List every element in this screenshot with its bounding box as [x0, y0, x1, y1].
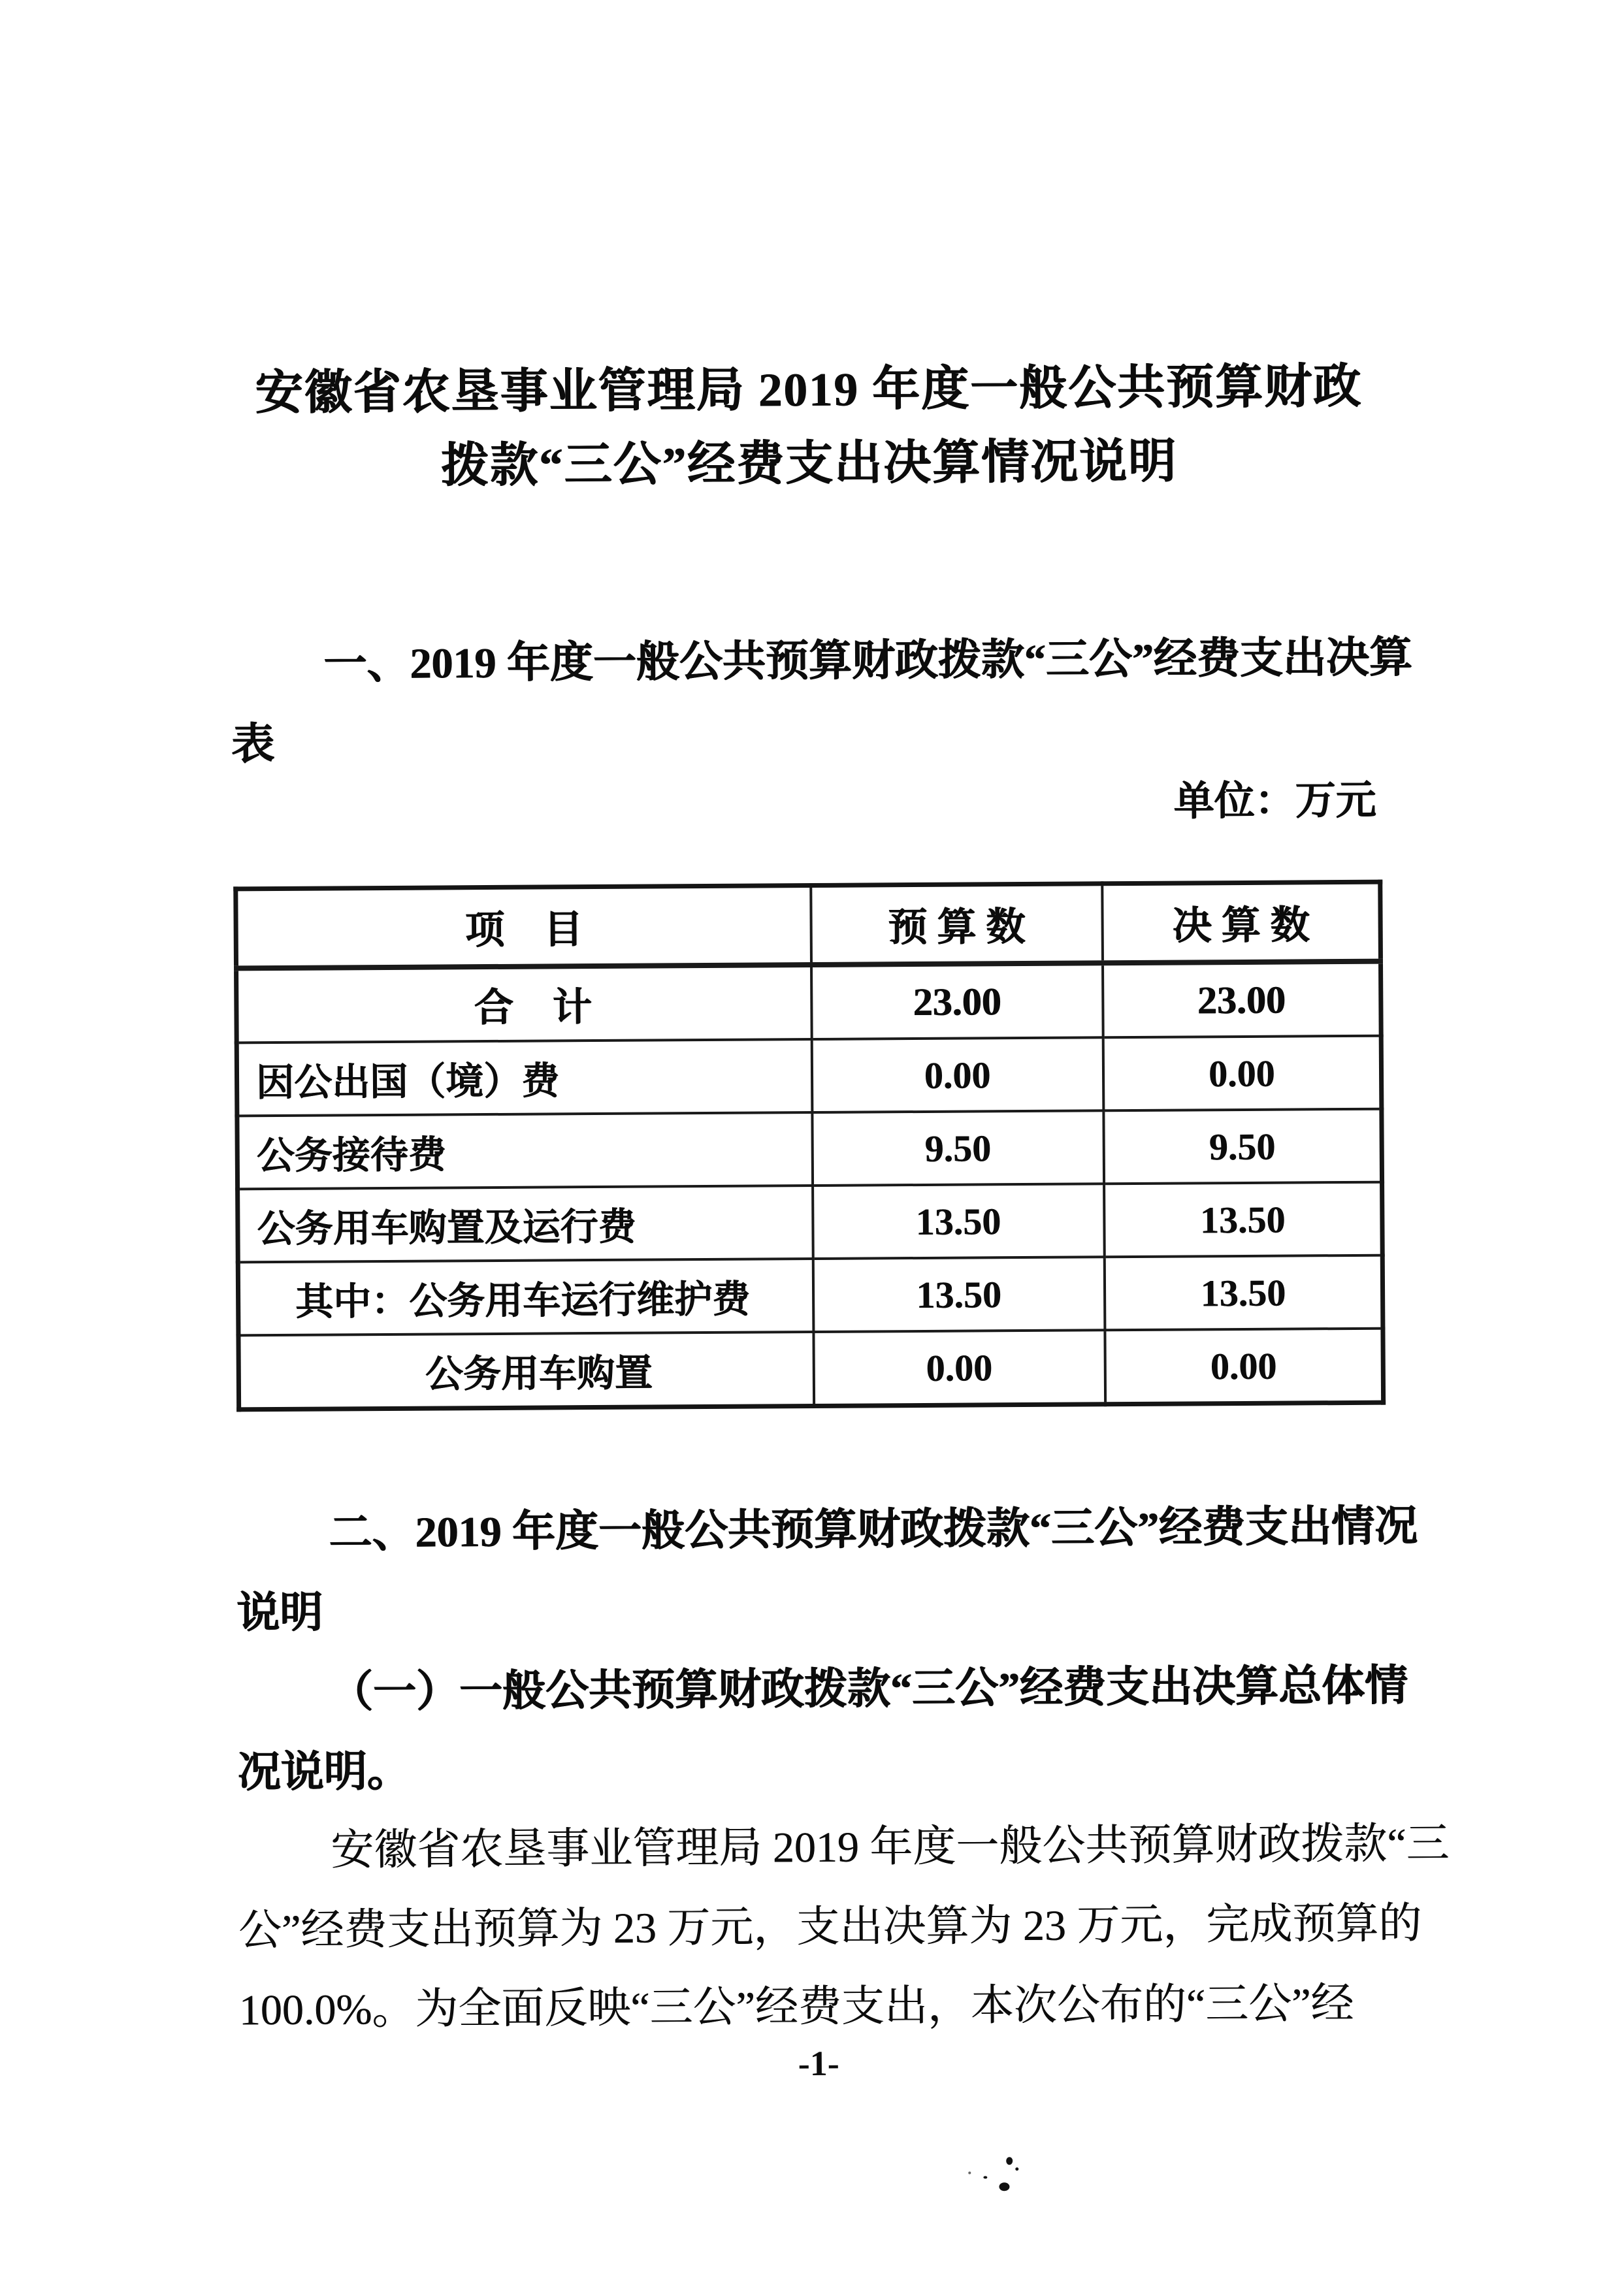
- header-final: 决 算 数: [1102, 882, 1381, 963]
- table-row-vehicle-total: [238, 1182, 1383, 1263]
- speckle-dot: [983, 2176, 987, 2178]
- row-budget: 23.00: [811, 963, 1103, 1039]
- title-line-2: 拨款“三公”经费支出决算情况说明: [440, 434, 1178, 493]
- row-final: 13.50: [1104, 1255, 1383, 1331]
- scan-speckles: [0, 0, 1618, 5]
- subsection-1-line-1: （一）一般公共预算财政拨款“三公”经费支出决算总体情: [329, 1662, 1408, 1717]
- page-number: -1-: [798, 2043, 839, 2084]
- row-final: 13.50: [1104, 1182, 1383, 1257]
- section-2-heading: [236, 1487, 1418, 1654]
- row-budget: 13.50: [813, 1257, 1105, 1332]
- section-2-line-2: 说明: [236, 1589, 323, 1638]
- table-row-total: [236, 962, 1382, 1043]
- row-budget: 13.50: [813, 1184, 1105, 1259]
- paragraph-line-3: 100.0%。为全面反映“三公”经费支出，本次公布的“三公”经: [238, 1979, 1354, 2035]
- section-1-heading: [231, 619, 1412, 785]
- row-item: 公务用车购置及运行费: [238, 1186, 813, 1262]
- paragraph-line-1: 安徽省农垦事业管理局 2019 年度一般公共预算财政拨款“三: [331, 1820, 1450, 1875]
- header-item: 项 目: [236, 886, 811, 969]
- speckle-dot: [968, 2172, 971, 2175]
- row-budget: 9.50: [812, 1110, 1104, 1186]
- row-budget: 0.00: [811, 1037, 1103, 1112]
- row-final: 9.50: [1103, 1109, 1382, 1184]
- body-paragraph: [238, 1805, 1450, 2051]
- subsection-1-line-2: 况说明。: [237, 1747, 410, 1797]
- section-1-line-2: 表: [231, 720, 275, 769]
- speckle-dot: [999, 2182, 1009, 2191]
- unit-label: 单位：万元: [1173, 778, 1376, 824]
- table-header-row: [236, 882, 1381, 968]
- table-row-reception: [237, 1109, 1382, 1189]
- paragraph-line-2: 公”经费支出预算为 23 万元，支出决算为 23 万元，完成预算的: [238, 1900, 1422, 1955]
- three-public-expense-table: [233, 880, 1386, 1412]
- row-final: 23.00: [1102, 962, 1381, 1038]
- speckle-dot: [1015, 2167, 1018, 2171]
- row-item: 公务用车购置: [238, 1332, 814, 1410]
- section-2-line-1: 二、2019 年度一般公共预算财政拨款“三公”经费支出情况: [329, 1502, 1418, 1557]
- table-row-abroad: [236, 1036, 1382, 1116]
- row-final: 0.00: [1103, 1036, 1382, 1111]
- row-item: 因公出国（境）费: [236, 1039, 812, 1116]
- header-budget: 预 算 数: [811, 884, 1103, 965]
- title-line-1: 安徽省农垦事业管理局 2019 年度一般公共预算财政: [255, 359, 1363, 420]
- row-item: 合 计: [236, 965, 812, 1043]
- row-final: 0.00: [1105, 1329, 1384, 1404]
- table-row-vehicle-maintenance: [238, 1255, 1383, 1336]
- subsection-1-heading: [236, 1647, 1408, 1813]
- row-budget: 0.00: [813, 1330, 1105, 1406]
- document-title: [0, 348, 1621, 505]
- row-item: 公务接待费: [237, 1112, 813, 1189]
- section-1-line-1: 一、2019 年度一般公共预算财政拨款“三公”经费支出决算: [323, 634, 1412, 688]
- speckle-dot: [1006, 2157, 1013, 2165]
- table-row-vehicle-purchase: [238, 1329, 1384, 1410]
- row-item: 其中：公务用车运行维护费: [238, 1259, 813, 1335]
